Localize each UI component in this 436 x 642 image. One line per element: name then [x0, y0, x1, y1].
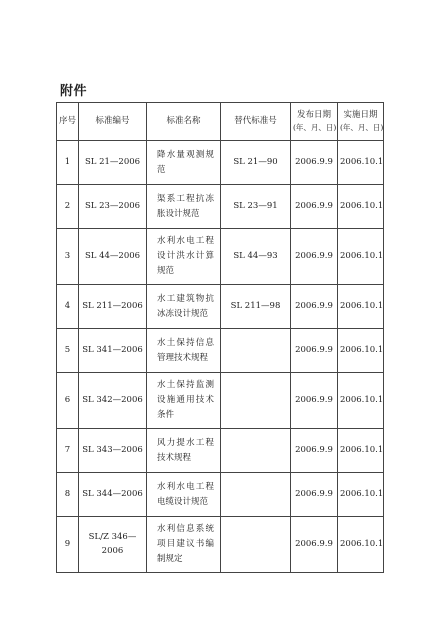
header-effective-unit: (年、月、日): [340, 123, 384, 133]
cell-replaced: SL 211—98: [221, 285, 291, 329]
cell-effective-date: 2006.10.1: [338, 229, 384, 285]
cell-publish-date: 2006.9.9: [291, 429, 338, 473]
cell-name: 渠系工程抗冻胀设计规范: [147, 185, 221, 229]
table-row: [57, 429, 384, 473]
cell-replaced: [221, 373, 291, 429]
header-publish-label: 发布日期: [296, 110, 331, 121]
cell-replaced: [221, 429, 291, 473]
cell-publish-date: 2006.9.9: [291, 517, 338, 573]
cell-seq: 5: [57, 329, 79, 373]
table-row: [57, 229, 384, 285]
header-replaced: 替代标准号: [221, 103, 291, 141]
cell-seq: 3: [57, 229, 79, 285]
cell-code: SL 44—2006: [79, 229, 147, 285]
cell-seq: 8: [57, 473, 79, 517]
cell-name: 水工建筑物抗冰冻设计规范: [147, 285, 221, 329]
cell-name: 水土保持信息管理技术规程: [147, 329, 221, 373]
cell-name: 水利水电工程设计洪水计算规范: [147, 229, 221, 285]
cell-seq: 9: [57, 517, 79, 573]
cell-replaced: SL 23—91: [221, 185, 291, 229]
cell-seq: 2: [57, 185, 79, 229]
cell-effective-date: 2006.10.1: [338, 285, 384, 329]
cell-publish-date: 2006.9.9: [291, 229, 338, 285]
cell-effective-date: 2006.10.1: [338, 329, 384, 373]
header-name: 标准名称: [147, 103, 221, 141]
cell-name: 水土保持监测设施通用技术条件: [147, 373, 221, 429]
cell-name: 水利水电工程电缆设计规范: [147, 473, 221, 517]
cell-publish-date: 2006.9.9: [291, 141, 338, 185]
cell-publish-date: 2006.9.9: [291, 285, 338, 329]
cell-code: SL 23—2006: [79, 185, 147, 229]
cell-code: SL 21—2006: [79, 141, 147, 185]
cell-seq: 7: [57, 429, 79, 473]
table-row: [57, 185, 384, 229]
cell-replaced: [221, 473, 291, 517]
page-title: 附件: [60, 84, 88, 99]
cell-publish-date: 2006.9.9: [291, 373, 338, 429]
header-code: 标准编号: [79, 103, 147, 141]
cell-code: SL 344—2006: [79, 473, 147, 517]
standards-table: [56, 102, 384, 573]
cell-publish-date: 2006.9.9: [291, 185, 338, 229]
header-effective-date: [338, 103, 384, 141]
cell-name: 降水量观测规范: [147, 141, 221, 185]
cell-code: SL 211—2006: [79, 285, 147, 329]
cell-effective-date: 2006.10.1: [338, 429, 384, 473]
cell-publish-date: 2006.9.9: [291, 329, 338, 373]
cell-replaced: [221, 329, 291, 373]
cell-effective-date: 2006.10.1: [338, 473, 384, 517]
cell-replaced: SL 44—93: [221, 229, 291, 285]
cell-effective-date: 2006.10.1: [338, 185, 384, 229]
cell-name: 风力提水工程技术规程: [147, 429, 221, 473]
header-publish-date: [291, 103, 338, 141]
cell-replaced: [221, 517, 291, 573]
table-row: [57, 329, 384, 373]
cell-effective-date: 2006.10.1: [338, 517, 384, 573]
table-row: [57, 373, 384, 429]
cell-code: SL 343—2006: [79, 429, 147, 473]
table-header-row: [57, 103, 384, 141]
header-seq: 序号: [57, 103, 79, 141]
table-row: [57, 285, 384, 329]
cell-seq: 6: [57, 373, 79, 429]
header-publish-unit: (年、月、日): [293, 123, 337, 133]
header-effective-label: 实施日期: [343, 110, 378, 121]
cell-seq: 1: [57, 141, 79, 185]
table-row: [57, 473, 384, 517]
cell-effective-date: 2006.10.1: [338, 141, 384, 185]
cell-effective-date: 2006.10.1: [338, 373, 384, 429]
cell-publish-date: 2006.9.9: [291, 473, 338, 517]
table-row: [57, 141, 384, 185]
cell-seq: 4: [57, 285, 79, 329]
cell-name: 水利信息系统项目建议书编制规定: [147, 517, 221, 573]
table-row: [57, 517, 384, 573]
cell-replaced: SL 21—90: [221, 141, 291, 185]
cell-code: SL/Z 346—2006: [79, 517, 147, 573]
cell-code: SL 342—2006: [79, 373, 147, 429]
cell-code: SL 341—2006: [79, 329, 147, 373]
